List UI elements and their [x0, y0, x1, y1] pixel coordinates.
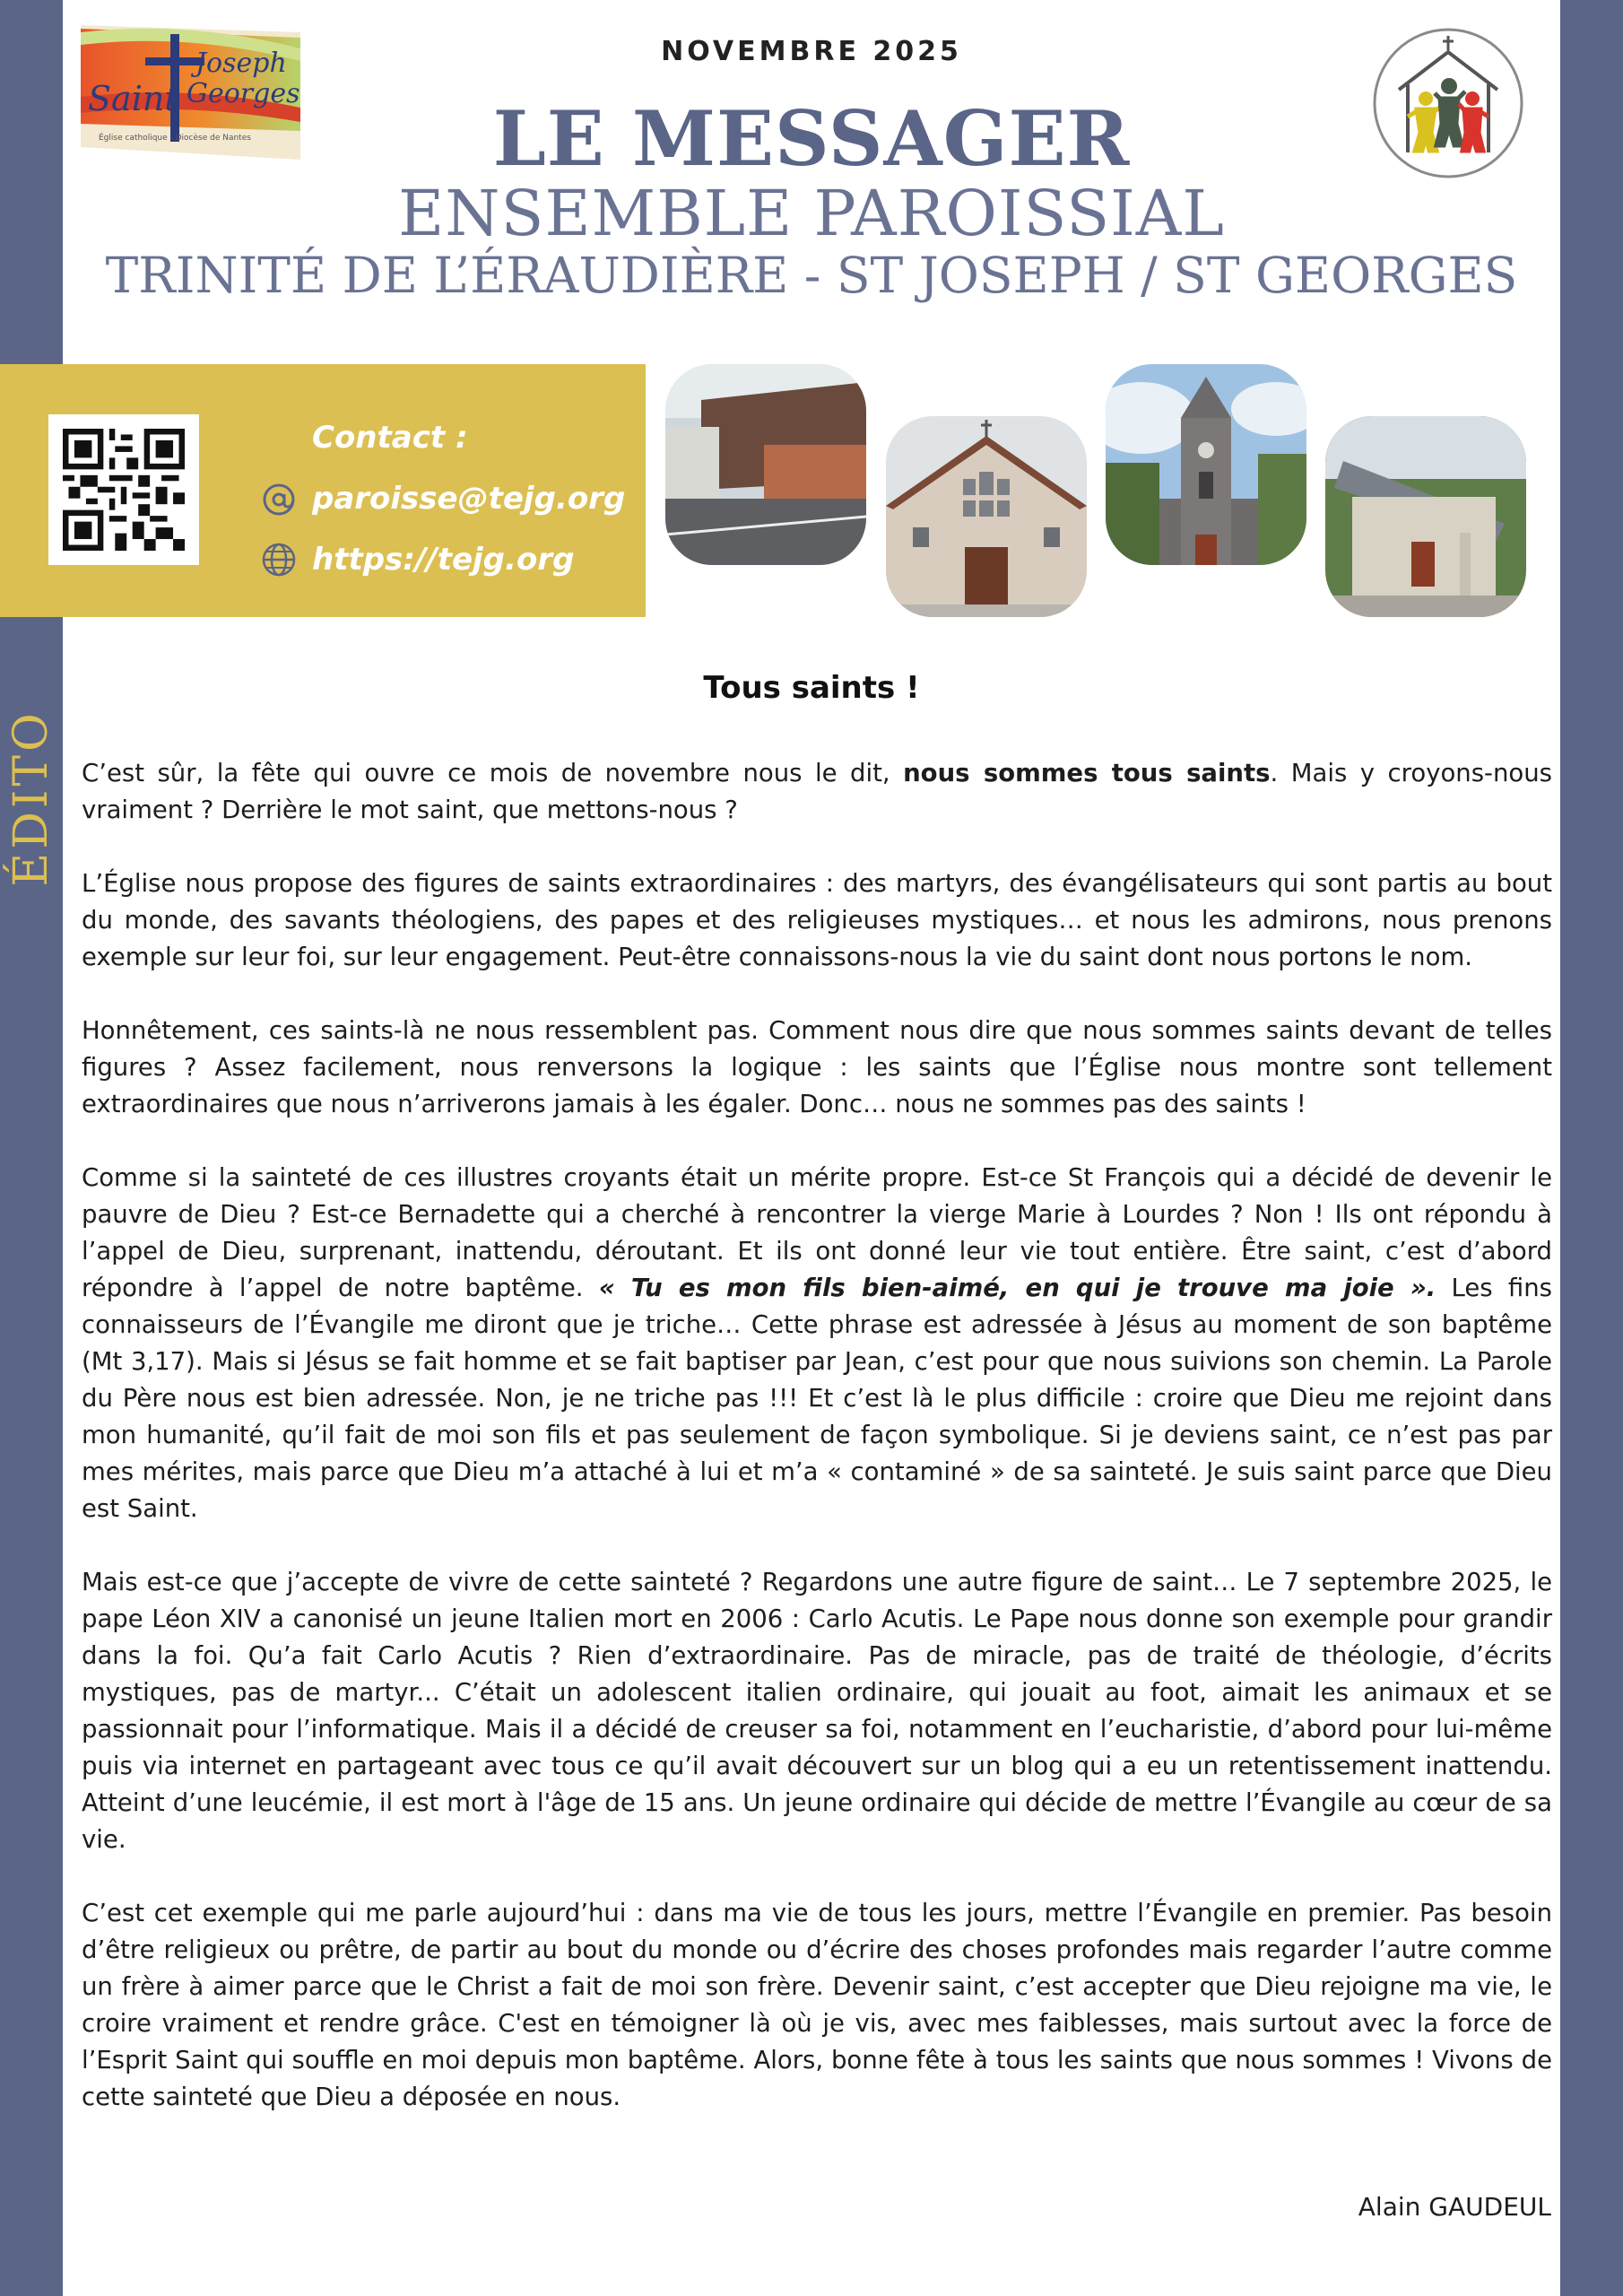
- church-photo-saint-georges: [1325, 416, 1526, 617]
- edito-body: [82, 755, 1552, 2152]
- left-side-band: [0, 0, 63, 2296]
- author-signature: Alain GAUDEUL: [1358, 2192, 1551, 2222]
- edito-paragraph-1: C’est sûr, la fête qui ouvre ce mois de novembre nous le dit, nous sommes tous saints. Mais y croyons-nous vraiment ? Derrière le mot saint, que mettons-nous ?: [82, 759, 1552, 824]
- newsletter-subtitle: ENSEMBLE PAROISSIAL: [398, 177, 1225, 250]
- church-photo-saint-joseph: [886, 416, 1087, 617]
- globe-icon: [260, 541, 298, 578]
- edito-paragraph-3: Honnêtement, ces saints-là ne nous ressemblent pas. Comment nous dire que nous sommes saints devant de telles figures ? Assez facilement, nous renversons la logique : les saints que l’Église nous montre sont tellement extraordinaires que nous n’arriverons jamais à les égaler. Donc… nous ne sommes pas des saints !: [82, 1016, 1552, 1118]
- edito-paragraph-2: L’Église nous propose des figures de saints extraordinaires : des martyrs, des évangélisateurs qui sont partis au bout du monde, des savants théologiens, des papes et des religieuses mystiques… et nous les admirons, nous prenons exemple sur leur foi, sur leur engagement. Peut-être connaissons-nous la vie du saint dont nous portons le nom.: [82, 869, 1552, 971]
- qr-code[interactable]: [48, 414, 199, 565]
- parish-names: TRINITÉ DE L’ÉRAUDIÈRE - ST JOSEPH / ST GEORGES: [105, 247, 1518, 304]
- contact-box: [0, 364, 646, 617]
- logo-text-georges: Georges: [187, 78, 300, 109]
- logo-text-joseph: Joseph: [195, 48, 287, 79]
- logo-tagline: Église catholique - Diocèse de Nantes: [99, 134, 251, 143]
- edito-paragraph-5: Mais est-ce que j’accepte de vivre de cette sainteté ? Regardons une autre figure de saint… Le 7 septembre 2025, le pape Léon XIV a canonisé un jeune Italien mort en 2006 : Carlo Acutis. Le Pape nous donne son exemple pour grandir dans la foi. Qu’a fait Carlo Acutis ? Rien d’extraordinaire. Pas de miracle, pas de traité de théologie, d’écrits mystiques, pas de martyr... C’était un adolescent italien ordinaire, qui jouait au foot, aimait les animaux et se passionnait pour l’informatique. Mais il a décidé de creuser sa foi, notamment en l’eucharistie, d’abord pour lui-même puis via internet en partageant avec tous ce qu’il avait découvert sur un blog qui a eu un retentissement inattendu. Atteint d’une leucémie, il est mort à l'âge de 15 ans. Un jeune ordinaire qui décide de mettre l’Évangile au cœur de sa vie.: [82, 1568, 1552, 1854]
- contact-website-row[interactable]: [260, 529, 625, 590]
- contact-email[interactable]: paroisse@tejg.org: [312, 481, 626, 517]
- church-photo-bell-tower: [1106, 364, 1306, 565]
- right-side-band: [1560, 0, 1623, 2296]
- edito-paragraph-6: C’est cet exemple qui me parle aujourd’hui : dans ma vie de tous les jours, mettre l’Évangile en premier. Pas besoin d’être religieux ou prêtre, de partir au bout du monde ou d’écrire des choses profondes mais regarder l’autre comme un frère à aimer parce que le Christ a fait de moi son frère. Devenir saint, c’est accepter que Dieu rejoigne ma vie, le croire vraiment et rendre grâce. C'est en témoigner là où je vis, avec mes faiblesses, mais surtout avec la force de l’Esprit Saint qui souffle en moi depuis mon baptême. Alors, bonne fête à tous les saints que nous sommes ! Vivons de cette sainteté que Dieu a déposée en nous.: [82, 1899, 1552, 2111]
- contact-email-row[interactable]: [260, 468, 625, 529]
- contact-website[interactable]: https://tejg.org: [312, 542, 575, 578]
- edito-paragraph-4: Comme si la sainteté de ces illustres croyants était un mérite propre. Est-ce St François qui a décidé de devenir le pauvre de Dieu ? Est-ce Bernadette qui a cherché à rencontrer la vierge Marie à Lourdes ? Non ! Ils ont répondu à l’appel de Dieu, surprenant, inattendu, déroutant. Et ils ont donné leur vie tout entière. Être saint, c’est d’abord répondre à l’appel de notre baptême. « Tu es mon fils bien-aimé, en qui je trouve ma joie ». Les fins connaisseurs de l’Évangile me diront que je triche… Cette phrase est adressée à Jésus au moment de son baptême (Mt 3,17). Mais si Jésus se fait homme et se fait baptiser par Jean, c’est pour que nous suivions son chemin. La Parole du Père nous est bien adressée. Non, je ne triche pas !!! Et c’est là le plus difficile : croire que Dieu me rejoint dans mon humanité, qu’il fait de moi son fils et pas seulement de façon symbolique. Si je deviens saint, ce n’est pas par mes mérites, mais parce que Dieu m’a attaché à lui et m’a « contaminé » de sa sainteté. Je suis saint parce que Dieu est Saint.: [82, 1163, 1552, 1523]
- newsletter-title: LE MESSAGER: [492, 94, 1131, 183]
- at-sign-icon: [260, 480, 298, 517]
- contact-label: Contact :: [312, 420, 468, 456]
- edito-vertical-label: ÉDITO: [4, 709, 58, 887]
- edito-title: Tous saints !: [703, 670, 920, 706]
- issue-date: NOVEMBRE 2025: [661, 36, 962, 67]
- church-photo-modern: [665, 364, 866, 565]
- logo-text-saint: Saint: [88, 79, 178, 118]
